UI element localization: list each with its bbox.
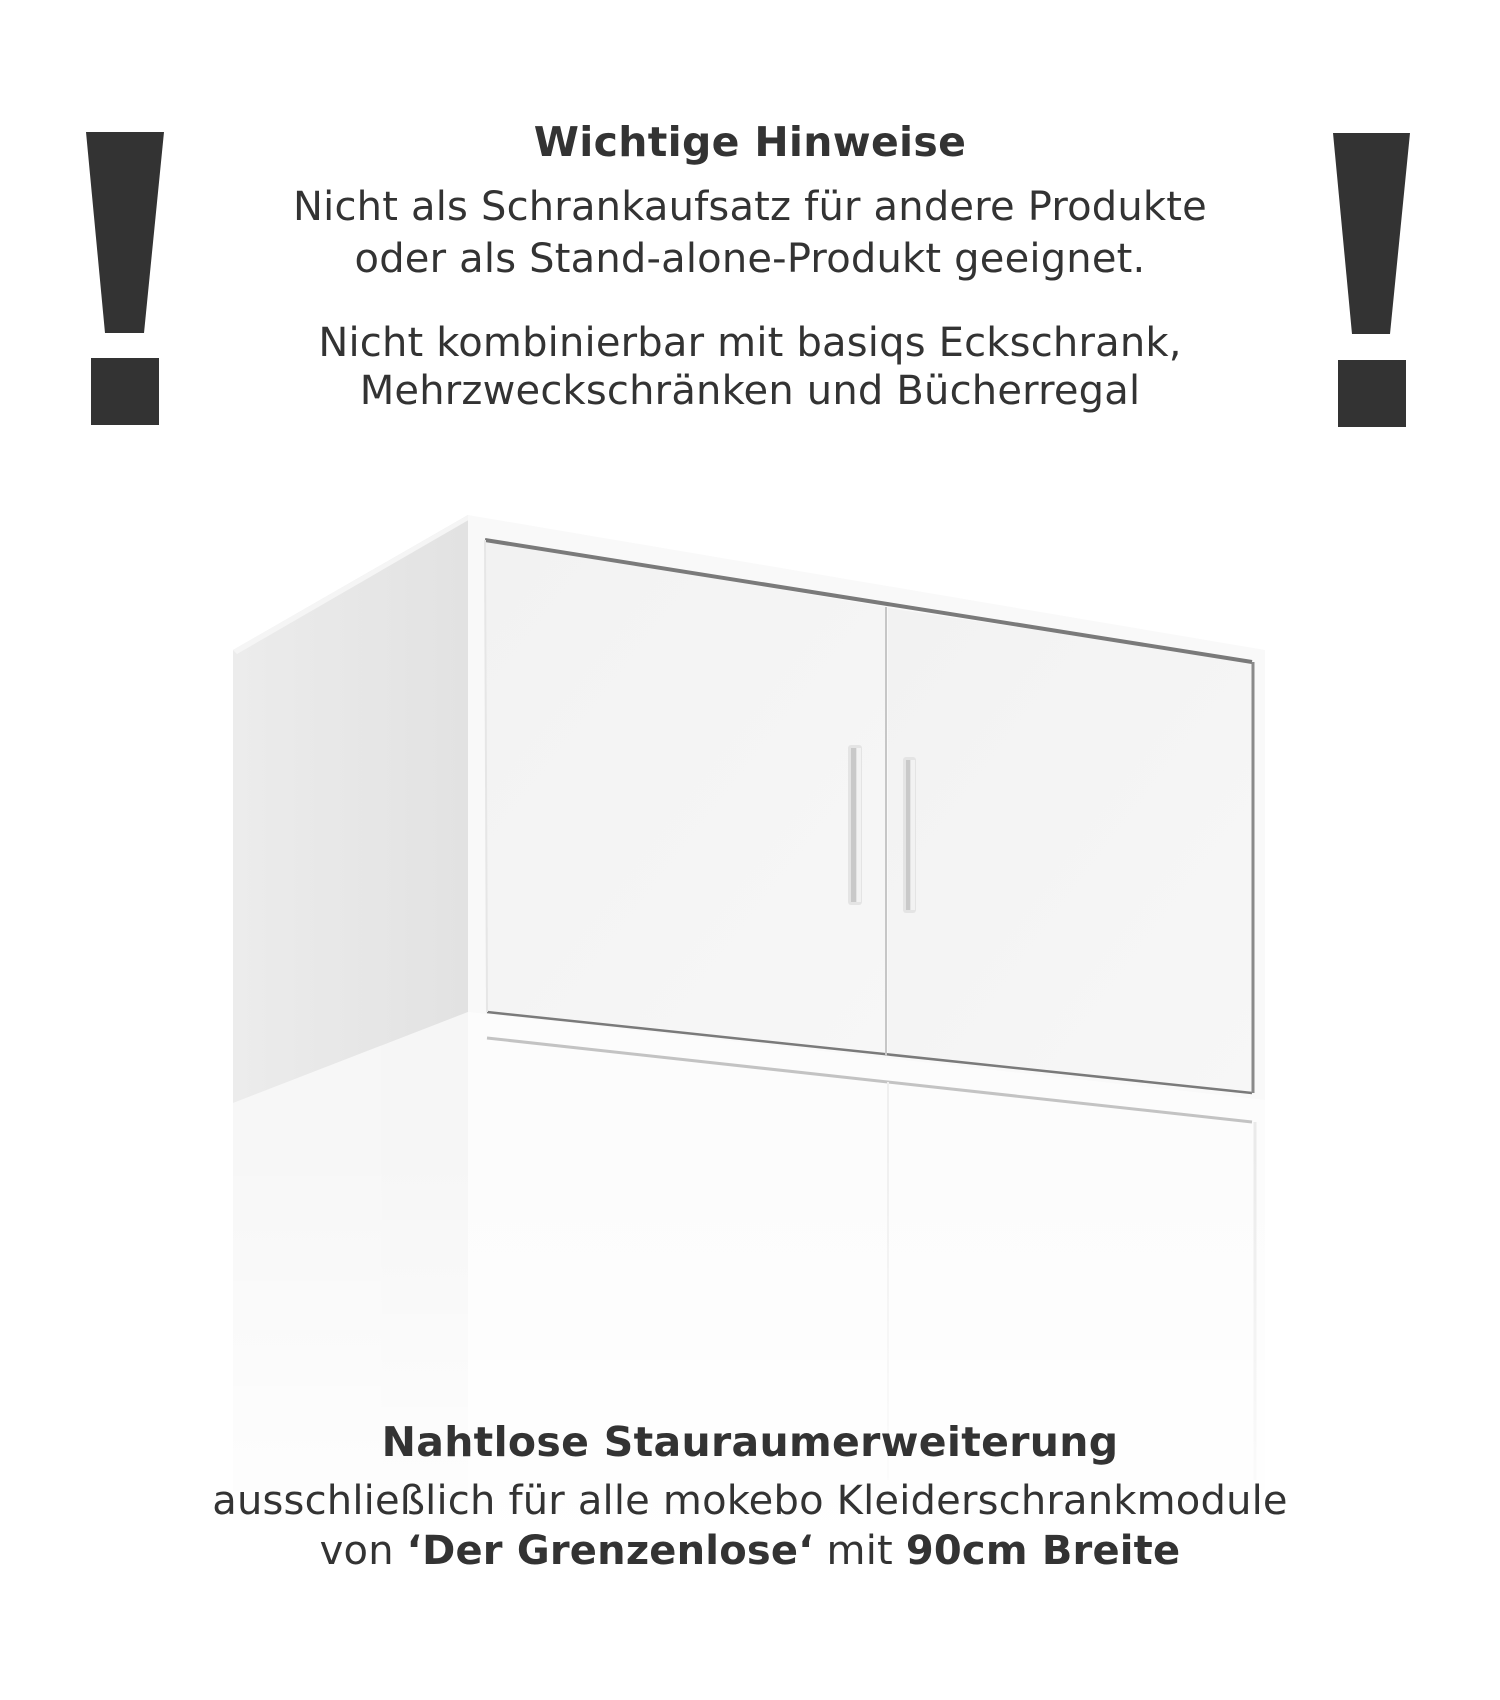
footer-line-2-middle: mit bbox=[813, 1528, 906, 1574]
notice-title: Wichtige Hinweise bbox=[533, 118, 967, 166]
notice-line-4: Mehrzweckschränken und Bücherregal bbox=[359, 368, 1141, 414]
footer-line-2 bbox=[0, 1528, 1500, 1574]
cabinet-side-panel bbox=[233, 515, 468, 1103]
door-handle-right bbox=[903, 757, 916, 913]
notice-line-3: Nicht kombinierbar mit basiqs Eckschrank, bbox=[318, 320, 1182, 366]
footer-line-2-prefix: von bbox=[319, 1528, 407, 1574]
footer-line-1: ausschließlich für alle mokebo Kleiderschrankmodule bbox=[212, 1478, 1288, 1524]
footer-title: Nahtlose Stauraumerweiterung bbox=[381, 1418, 1119, 1466]
notice-line-2: oder als Stand-alone-Produkt geeignet. bbox=[354, 236, 1146, 282]
notice-line-1: Nicht als Schrankaufsatz für andere Produkte bbox=[293, 184, 1207, 230]
cabinet-door-left bbox=[485, 540, 885, 1055]
series-name: ‘Der Grenzenlose‘ bbox=[406, 1528, 814, 1574]
door-handle-left bbox=[848, 745, 862, 905]
width-spec: 90cm Breite bbox=[905, 1528, 1181, 1574]
cabinet-door-right bbox=[888, 608, 1252, 1092]
